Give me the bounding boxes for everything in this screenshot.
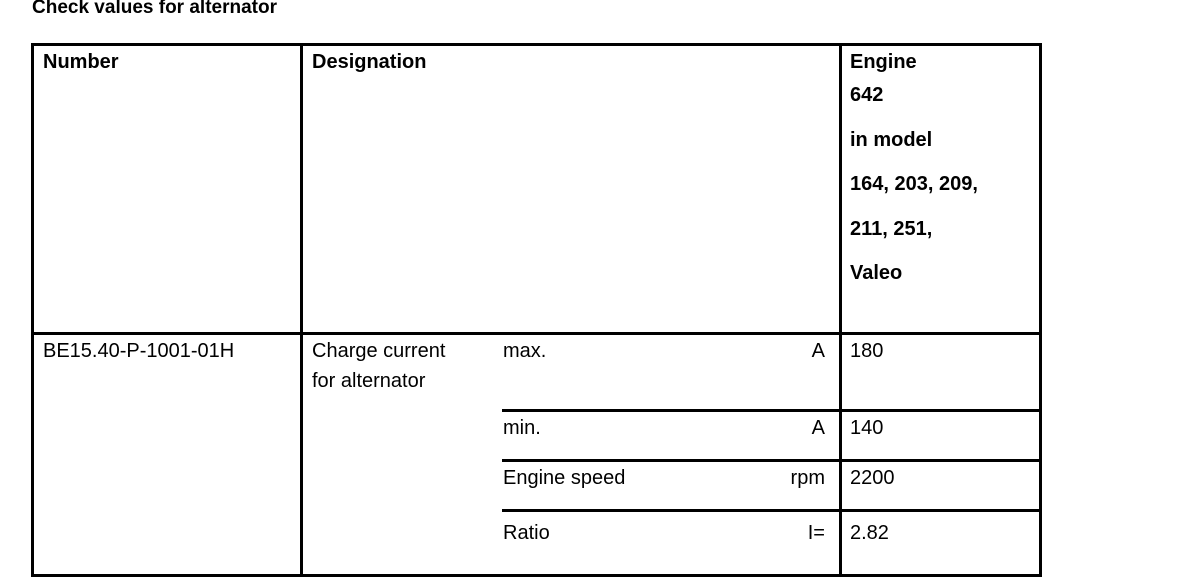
subrow-unit: A xyxy=(811,417,825,439)
subrow-label: max. xyxy=(503,340,547,362)
subrow-unit: I= xyxy=(807,522,825,544)
row-designation-line: for alternator xyxy=(312,370,426,392)
row-divider xyxy=(502,409,1039,412)
header-engine-line: Engine xyxy=(850,51,917,73)
column-divider xyxy=(839,46,842,574)
subrow-value: 140 xyxy=(850,417,884,439)
subrow-value: 2200 xyxy=(850,467,895,489)
page-title: Check values for alternator xyxy=(32,0,277,18)
subrow-unit: rpm xyxy=(790,467,825,489)
column-divider xyxy=(300,46,303,574)
subrow-label: min. xyxy=(503,417,541,439)
subrow-value: 2.82 xyxy=(850,522,889,544)
header-engine-line: 164, 203, 209, xyxy=(850,173,978,195)
header-designation: Designation xyxy=(312,51,427,73)
subrow-label: Engine speed xyxy=(503,467,626,489)
header-number: Number xyxy=(43,51,119,73)
check-values-table xyxy=(31,43,1042,577)
subrow-unit: A xyxy=(811,340,825,362)
header-engine-line: in model xyxy=(850,129,933,151)
header-divider xyxy=(34,332,1039,335)
row-designation-line: Charge current xyxy=(312,340,446,362)
header-engine-line: 642 xyxy=(850,84,884,106)
header-engine-line: 211, 251, xyxy=(850,218,933,240)
row-number: BE15.40-P-1001-01H xyxy=(43,340,235,362)
subrow-value: 180 xyxy=(850,340,884,362)
header-engine-line: Valeo xyxy=(850,262,903,284)
row-divider xyxy=(502,459,1039,462)
row-divider xyxy=(502,509,1039,512)
subrow-label: Ratio xyxy=(503,522,550,544)
